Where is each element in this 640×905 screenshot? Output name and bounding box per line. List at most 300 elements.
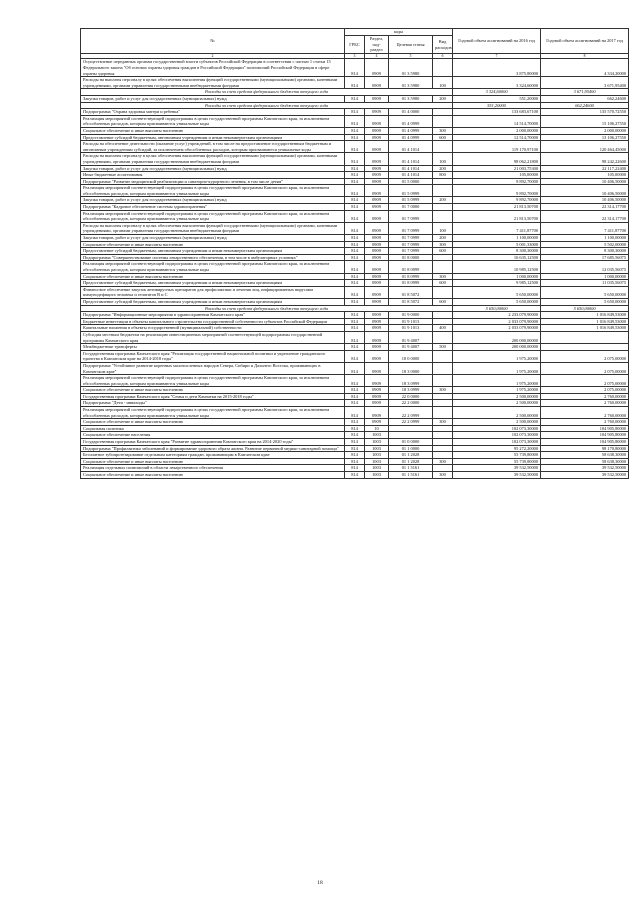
cell-name: Расходы на обеспечение деятельности (оказание услуг) учреждений, в том числе на предоставление государственным бюджетным и автономным учреждениям субсидий, за исключением обособленных расходов, которым присваиваются уникальные коды	[81, 141, 345, 153]
page-number: 18	[317, 880, 323, 886]
table-row	[81, 204, 629, 211]
cell-vid	[433, 178, 453, 185]
cell-cel: 01 5 0999	[389, 197, 433, 204]
cell-grbs: 814	[345, 178, 365, 185]
table-row	[81, 280, 629, 287]
index-cell: 6	[433, 54, 453, 59]
table-row	[81, 127, 629, 134]
cell-razdel: 0909	[365, 261, 389, 273]
table-row	[81, 425, 629, 432]
cell-grbs: 814	[345, 331, 365, 343]
cell-2017: 3 671,95400	[541, 77, 629, 89]
cell-grbs: 814	[345, 344, 365, 351]
cell-cel: 01 4 1014	[389, 153, 433, 165]
header-2016: Годовой объем ассигнований на 2016 год	[453, 29, 541, 54]
cell-2016: 2 500,00000	[453, 400, 541, 407]
cell-name: Предоставление субсидий бюджетным, автономным учреждениям и иным некоммерческим организациям	[81, 280, 345, 287]
cell-2017: 120 464,45000	[541, 141, 629, 153]
cell-2017: 2 075,00000	[541, 362, 629, 374]
cell-razdel: 0909	[365, 298, 389, 305]
cell-name: Предоставление субсидий бюджетным, автономным учреждениям и иным некоммерческим организациям	[81, 298, 345, 305]
table-row	[81, 419, 629, 426]
cell-grbs: 814	[345, 280, 365, 287]
cell-grbs: 814	[345, 204, 365, 211]
cell-grbs: 814	[345, 197, 365, 204]
cell-razdel: 0909	[365, 280, 389, 287]
cell-2017: 39 532,50000	[541, 465, 629, 472]
cell-vid: 600	[433, 298, 453, 305]
cell-grbs: 814	[345, 141, 365, 153]
cell-vid: 200	[433, 165, 453, 172]
table-row	[81, 254, 629, 261]
cell-2017: 2 075,00000	[541, 350, 629, 362]
cell-vid	[433, 109, 453, 116]
cell-2016: 3 324,60000	[453, 89, 541, 96]
cell-2016: 2 500,00000	[453, 393, 541, 400]
cell-name: Подпрограмма "Информационные мероприятия в здравоохранении Камчатского края"	[81, 312, 345, 319]
header-vid: Вид расходов	[433, 36, 453, 54]
cell-vid: 300	[433, 472, 453, 479]
cell-2016: 102 073,30000	[453, 432, 541, 439]
cell-2017: 3 671,95400	[541, 89, 629, 96]
cell-2017: 15 106,27550	[541, 115, 629, 127]
cell-2016: 3 324,60000	[453, 77, 541, 89]
cell-razdel: 0909	[365, 115, 389, 127]
cell-vid	[433, 115, 453, 127]
cell-razdel: 0909	[365, 165, 389, 172]
cell-razdel: 0909	[365, 248, 389, 255]
cell-cel: 01 7 0999	[389, 241, 433, 248]
cell-vid	[433, 312, 453, 319]
cell-name: Межбюджетные трансферты	[81, 344, 345, 351]
table-row	[81, 197, 629, 204]
cell-vid	[433, 452, 453, 459]
index-cell: 7	[453, 54, 541, 59]
cell-cel: 01 3 5980	[389, 77, 433, 89]
table-row	[81, 248, 629, 255]
cell-cel: 01 1 5161	[389, 472, 433, 479]
cell-2017: 13 106,27550	[541, 134, 629, 141]
cell-name: Капитальные вложения в объекты государственной (муниципальной) собственности	[81, 325, 345, 332]
cell-cel: 01 3 5980	[389, 59, 433, 77]
cell-2017: 2 760,00000	[541, 393, 629, 400]
cell-2016: 5 650,00000	[453, 305, 541, 312]
cell-razdel: 0909	[365, 210, 389, 222]
table-row	[81, 318, 629, 325]
cell-name: Реализация мероприятий соответствующей подпрограммы в целях государственной программы Камчатского края, за исключением обособленных расходов, которым присваиваются уникальные коды	[81, 261, 345, 273]
cell-vid: 300	[433, 387, 453, 394]
cell-2017	[541, 344, 629, 351]
cell-2017: 7 411,87700	[541, 222, 629, 234]
cell-2016: 14 514,70000	[453, 115, 541, 127]
cell-vid	[433, 254, 453, 261]
cell-grbs: 814	[345, 318, 365, 325]
cell-razdel: 0909	[365, 185, 389, 197]
header-2017: Годовой объем ассигнований на 2017 год	[541, 29, 629, 54]
table-row	[81, 210, 629, 222]
cell-name: Предоставление субсидий бюджетным, автономным учреждениям и иным некоммерческим организациям	[81, 134, 345, 141]
cell-2016: 9 985,12500	[453, 280, 541, 287]
cell-2017: 2 000,00000	[541, 127, 629, 134]
cell-name: Субсидия местным бюджетам на реализацию инвестиционных мероприятий соответствующей подпрограммы государственной программы Камчатского края	[81, 331, 345, 343]
cell-vid	[433, 407, 453, 419]
cell-name: Социальное обеспечение и иные выплаты населению	[81, 419, 345, 426]
cell-grbs: 814	[345, 248, 365, 255]
cell-2017: 1 100,00000	[541, 235, 629, 242]
header-razdel: Раздел, под-раздел	[365, 36, 389, 54]
cell-grbs: 814	[345, 115, 365, 127]
table-row	[81, 95, 629, 102]
cell-cel: 01 7 0999	[389, 210, 433, 222]
budget-table	[80, 28, 629, 479]
cell-grbs: 814	[345, 445, 365, 452]
cell-name: Закупка товаров, работ и услуг для государственных (муниципальных) нужд	[81, 165, 345, 172]
cell-name: Расходы на выплаты персоналу в целях обеспечения выполнения функций государственными (муниципальными) органами, казенными учреждениями, органами управления государственными внебюджетными фондами	[81, 222, 345, 234]
cell-name: Социальное обеспечение и иные выплаты населению	[81, 458, 345, 465]
cell-razdel: 0909	[365, 273, 389, 280]
cell-grbs: 814	[345, 458, 365, 465]
cell-razdel: 0909	[365, 59, 389, 77]
cell-name: Расходы за счет средств федерального бюджета текущего года	[81, 305, 453, 312]
cell-2017: 22 314,17700	[541, 210, 629, 222]
cell-razdel: 0909	[365, 77, 389, 89]
cell-cel: 01 7 0999	[389, 235, 433, 242]
cell-2016: 8 300,30000	[453, 248, 541, 255]
cell-name: Закупка товаров, работ и услуг для государственных (муниципальных) нужд	[81, 197, 345, 204]
cell-2017: 5 650,00000	[541, 305, 629, 312]
cell-2017: 2 075,00000	[541, 375, 629, 387]
cell-vid	[433, 439, 453, 446]
cell-vid	[433, 210, 453, 222]
cell-2016: 1 975,20000	[453, 387, 541, 394]
cell-2017: 10 406,50000	[541, 197, 629, 204]
cell-cel: 01 8 0999	[389, 261, 433, 273]
cell-2016: 2 500,00000	[453, 407, 541, 419]
table-row	[81, 222, 629, 234]
cell-vid: 500	[433, 344, 453, 351]
cell-2017: 11 035,56075	[541, 280, 629, 287]
cell-cel: 01 9 1013	[389, 325, 433, 332]
cell-2016: 2 233 079,90000	[453, 312, 541, 319]
cell-grbs: 814	[345, 261, 365, 273]
cell-razdel: 1003	[365, 452, 389, 459]
cell-cel: 18 3 0000	[389, 362, 433, 374]
table-row	[81, 273, 629, 280]
table-row	[81, 407, 629, 419]
cell-vid: 300	[433, 458, 453, 465]
cell-vid: 600	[433, 134, 453, 141]
cell-2017: 2 760,00000	[541, 419, 629, 426]
cell-grbs: 814	[345, 109, 365, 116]
index-cell: 3	[345, 54, 365, 59]
cell-2017: 17 685,56075	[541, 254, 629, 261]
cell-2016: 21 003,75300	[453, 165, 541, 172]
cell-grbs: 814	[345, 127, 365, 134]
cell-name: Реализация мероприятий соответствующей подпрограммы в целях государственной программы Камчатского края, за исключением обособленных расходов, которым присваиваются уникальные коды	[81, 115, 345, 127]
cell-grbs: 814	[345, 407, 365, 419]
cell-2016: 2 500,00000	[453, 419, 541, 426]
cell-cel: 22 2 0000	[389, 400, 433, 407]
cell-cel: 01 9 4007	[389, 331, 433, 343]
cell-name: Подпрограмма "Развитие медицинской реабилитации и санаторно-курортного лечения, в том числе детям"	[81, 178, 345, 185]
table-row	[81, 458, 629, 465]
cell-2017: 2 760,00000	[541, 400, 629, 407]
cell-cel: 18 3 0999	[389, 375, 433, 387]
table-row	[81, 472, 629, 479]
cell-cel: 18 0 0000	[389, 350, 433, 362]
cell-grbs: 814	[345, 350, 365, 362]
cell-2017: 1 016 849,53000	[541, 325, 629, 332]
cell-razdel: 0909	[365, 419, 389, 426]
cell-razdel: 0909	[365, 325, 389, 332]
cell-grbs: 814	[345, 472, 365, 479]
header-codes: коды	[345, 29, 453, 36]
cell-name: Расходы на выплаты персоналу в целях обеспечения выполнения функций государственными (муниципальными) органами, казенными учреждениями, органами управления государственными внебюджетными фондами	[81, 77, 345, 89]
cell-name: Подпрограмма "Дети - инвалиды"	[81, 400, 345, 407]
cell-2016: 5 001,33000	[453, 241, 541, 248]
cell-vid: 200	[433, 197, 453, 204]
table-row	[81, 77, 629, 89]
cell-2016: 9 892,70000	[453, 185, 541, 197]
cell-cel: 01 1 5161	[389, 465, 433, 472]
cell-cel: 01 0 0000	[389, 439, 433, 446]
cell-2017: 8 300,30000	[541, 248, 629, 255]
cell-2016: 3 875,80000	[453, 59, 541, 77]
cell-cel: 01 1 2028	[389, 458, 433, 465]
cell-vid	[433, 185, 453, 197]
cell-2016: 55 739,80000	[453, 458, 541, 465]
cell-name: Реализация мероприятий соответствующей подпрограммы в целях государственной программы Камчатского края, за исключением обособленных расходов, которым присваиваются уникальные коды	[81, 407, 345, 419]
cell-2016: 1 100,00000	[453, 235, 541, 242]
cell-2017: 22 117,22400	[541, 165, 629, 172]
cell-2017: 58 638,30000	[541, 452, 629, 459]
table-row	[81, 362, 629, 374]
cell-vid: 300	[433, 241, 453, 248]
cell-vid	[433, 445, 453, 452]
cell-name: Реализация мероприятий соответствующей подпрограммы в целях государственной программы Камчатского края, за исключением обособленных расходов, которым присваиваются уникальные коды	[81, 185, 345, 197]
cell-cel: 01 8 0000	[389, 254, 433, 261]
index-cell: 5	[389, 54, 433, 59]
table-subtotal-row	[81, 305, 629, 312]
cell-cel: 22 2 0999	[389, 407, 433, 419]
cell-cel: 01 5 0999	[389, 185, 433, 197]
table-subtotal-row	[81, 89, 629, 96]
cell-vid: 100	[433, 222, 453, 234]
cell-2017: 135 570,72550	[541, 109, 629, 116]
cell-name: Социальное обеспечение и иные выплаты населению	[81, 387, 345, 394]
cell-razdel: 0909	[365, 153, 389, 165]
cell-2016: 551,20000	[453, 102, 541, 109]
cell-2017: 39 532,50000	[541, 472, 629, 479]
cell-vid	[433, 331, 453, 343]
cell-name: Государственная программа Камчатского края "Семья и дети Камчатки на 2015-2018 годы"	[81, 393, 345, 400]
cell-name: Подпрограмма "Совершенствование системы лекарственного обеспечения, в том числе в амбулаторных условиях"	[81, 254, 345, 261]
cell-2016: 16 635,12500	[453, 254, 541, 261]
cell-2016: 2 000,00000	[453, 127, 541, 134]
header-grbs: ГРБС	[345, 36, 365, 54]
cell-cel: 01 4 1014	[389, 165, 433, 172]
cell-vid	[433, 318, 453, 325]
table-row	[81, 375, 629, 387]
cell-2017: 1 016 849,53000	[541, 312, 629, 319]
cell-vid: 300	[433, 419, 453, 426]
header-num: №	[81, 29, 345, 54]
cell-2017: 104 905,80000	[541, 425, 629, 432]
cell-grbs: 814	[345, 425, 365, 432]
table-row	[81, 439, 629, 446]
table-body	[81, 59, 629, 478]
cell-grbs: 814	[345, 286, 365, 298]
index-cell: 8	[541, 54, 629, 59]
cell-razdel: 0909	[365, 235, 389, 242]
cell-razdel: 0909	[365, 172, 389, 179]
table-row	[81, 312, 629, 319]
cell-2016: 98 062,21800	[453, 153, 541, 165]
cell-2016: 105,00000	[453, 172, 541, 179]
cell-cel: 01 1 0000	[389, 445, 433, 452]
cell-cel: 01 8 5072	[389, 298, 433, 305]
cell-2017: 5 502,00000	[541, 241, 629, 248]
cell-2016: 102 073,30000	[453, 425, 541, 432]
cell-grbs: 814	[345, 185, 365, 197]
cell-razdel: 0909	[365, 312, 389, 319]
cell-cel: 01 4 1014	[389, 172, 433, 179]
cell-razdel: 1003	[365, 458, 389, 465]
cell-name: Иные бюджетные ассигнования	[81, 172, 345, 179]
cell-razdel: 1003	[365, 465, 389, 472]
table-row	[81, 172, 629, 179]
cell-2017: 5 650,00000	[541, 286, 629, 298]
cell-2016: 1 975,20000	[453, 375, 541, 387]
table-row	[81, 393, 629, 400]
cell-2016: 200 000,00000	[453, 331, 541, 343]
budget-sheet	[80, 28, 628, 479]
cell-grbs: 814	[345, 172, 365, 179]
cell-grbs: 814	[345, 153, 365, 165]
cell-name: Реализация отдельных полномочий в области лекарственного обеспечения	[81, 465, 345, 472]
cell-razdel: 1003	[365, 439, 389, 446]
cell-2016: 200 000,00000	[453, 344, 541, 351]
cell-grbs: 814	[345, 325, 365, 332]
cell-razdel: 0909	[365, 141, 389, 153]
cell-grbs: 814	[345, 439, 365, 446]
cell-2016: 1 000,00000	[453, 273, 541, 280]
cell-grbs: 814	[345, 298, 365, 305]
cell-vid	[433, 393, 453, 400]
cell-cel: 18 3 0999	[389, 387, 433, 394]
cell-2016: 1 975,20000	[453, 362, 541, 374]
table-row	[81, 298, 629, 305]
table-row	[81, 452, 629, 459]
cell-name: Подпрограмма "Кадровое обеспечение системы здравоохранения"	[81, 204, 345, 211]
cell-grbs: 814	[345, 400, 365, 407]
cell-razdel: 0909	[365, 400, 389, 407]
cell-name: Закупка товаров, работ и услуг для государственных (муниципальных) нужд	[81, 235, 345, 242]
table-row	[81, 115, 629, 127]
cell-razdel: 0909	[365, 286, 389, 298]
cell-grbs: 814	[345, 432, 365, 439]
table-row	[81, 400, 629, 407]
cell-2016: 551,20000	[453, 95, 541, 102]
cell-razdel: 0909	[365, 127, 389, 134]
cell-razdel: 0909	[365, 344, 389, 351]
cell-vid: 800	[433, 172, 453, 179]
cell-cel: 01 9 4007	[389, 344, 433, 351]
cell-cel: 01 4 0000	[389, 109, 433, 116]
cell-vid: 300	[433, 127, 453, 134]
cell-cel: 01 4 1014	[389, 141, 433, 153]
cell-razdel: 0909	[365, 362, 389, 374]
index-cell: 4	[365, 54, 389, 59]
cell-name: Подпрограмма "Устойчивое развитие коренных малочисленных народов Севера, Сибири и Дальнего Востока, проживающих в Камчатском крае"	[81, 362, 345, 374]
cell-name: Социальное обеспечение и иные выплаты населению	[81, 127, 345, 134]
cell-grbs: 814	[345, 419, 365, 426]
cell-2017: 662,24600	[541, 102, 629, 109]
cell-cel: 01 7 0999	[389, 248, 433, 255]
cell-vid	[433, 350, 453, 362]
cell-razdel: 0909	[365, 350, 389, 362]
cell-name: Государственная программа Камчатского края "Развитие здравоохранения Камчатского края на 2014-2020 годы"	[81, 439, 345, 446]
cell-2016: 21 813,50700	[453, 210, 541, 222]
cell-cel: 01 4 0999	[389, 134, 433, 141]
cell-vid	[433, 261, 453, 273]
cell-cel: 01 4 0999	[389, 127, 433, 134]
cell-vid: 600	[433, 280, 453, 287]
cell-2016: 9 892,70000	[453, 178, 541, 185]
cell-razdel: 0909	[365, 318, 389, 325]
cell-grbs: 814	[345, 393, 365, 400]
cell-name: Расходы за счет средств федерального бюджета текущего года	[81, 102, 453, 109]
cell-cel: 01 7 0999	[389, 222, 433, 234]
cell-cel: 01 8 0999	[389, 273, 433, 280]
table-row	[81, 59, 629, 77]
table-subtotal-row	[81, 102, 629, 109]
cell-2017: 98 242,22600	[541, 153, 629, 165]
cell-vid: 200	[433, 235, 453, 242]
cell-vid	[433, 400, 453, 407]
cell-2017: 22 314,17700	[541, 204, 629, 211]
cell-cel: 01 4 0999	[389, 115, 433, 127]
cell-grbs: 814	[345, 254, 365, 261]
cell-2017: 12 035,56075	[541, 261, 629, 273]
cell-2016: 2 033 079,90000	[453, 318, 541, 325]
cell-vid: 400	[433, 325, 453, 332]
cell-grbs: 814	[345, 362, 365, 374]
cell-cel: 22 2 0999	[389, 419, 433, 426]
cell-name: Подпрограмма "Охрана здоровья матери и ребенка"	[81, 109, 345, 116]
cell-2017: 10 406,50000	[541, 185, 629, 197]
cell-2016: 133 683,67100	[453, 109, 541, 116]
cell-grbs: 814	[345, 222, 365, 234]
table-row	[81, 465, 629, 472]
table-row	[81, 178, 629, 185]
cell-name: Расходы на выплаты персоналу в целях обеспечения выполнения функций государственными (муниципальными) органами, казенными учреждениями, органами управления государственными внебюджетными фондами	[81, 153, 345, 165]
cell-razdel: 0909	[365, 204, 389, 211]
table-row	[81, 432, 629, 439]
cell-2017: 98 170,80000	[541, 445, 629, 452]
cell-razdel: 0909	[365, 109, 389, 116]
cell-grbs: 814	[345, 95, 365, 102]
index-cell: 2	[81, 54, 345, 59]
cell-name: Социальное обеспечение и иные выплаты населению	[81, 472, 345, 479]
cell-name: Реализация мероприятий соответствующей подпрограммы в целях государственной программы Камчатского края, за исключением обособленных расходов, которым присваиваются уникальные коды	[81, 375, 345, 387]
cell-2016: 21 813,50700	[453, 204, 541, 211]
cell-razdel: 0909	[365, 254, 389, 261]
cell-razdel: 0909	[365, 331, 389, 343]
cell-2017: 5 650,00000	[541, 298, 629, 305]
cell-name: Закупка товаров, работ и услуг для государственных (муниципальных) нужд	[81, 95, 345, 102]
cell-razdel: 1003	[365, 472, 389, 479]
